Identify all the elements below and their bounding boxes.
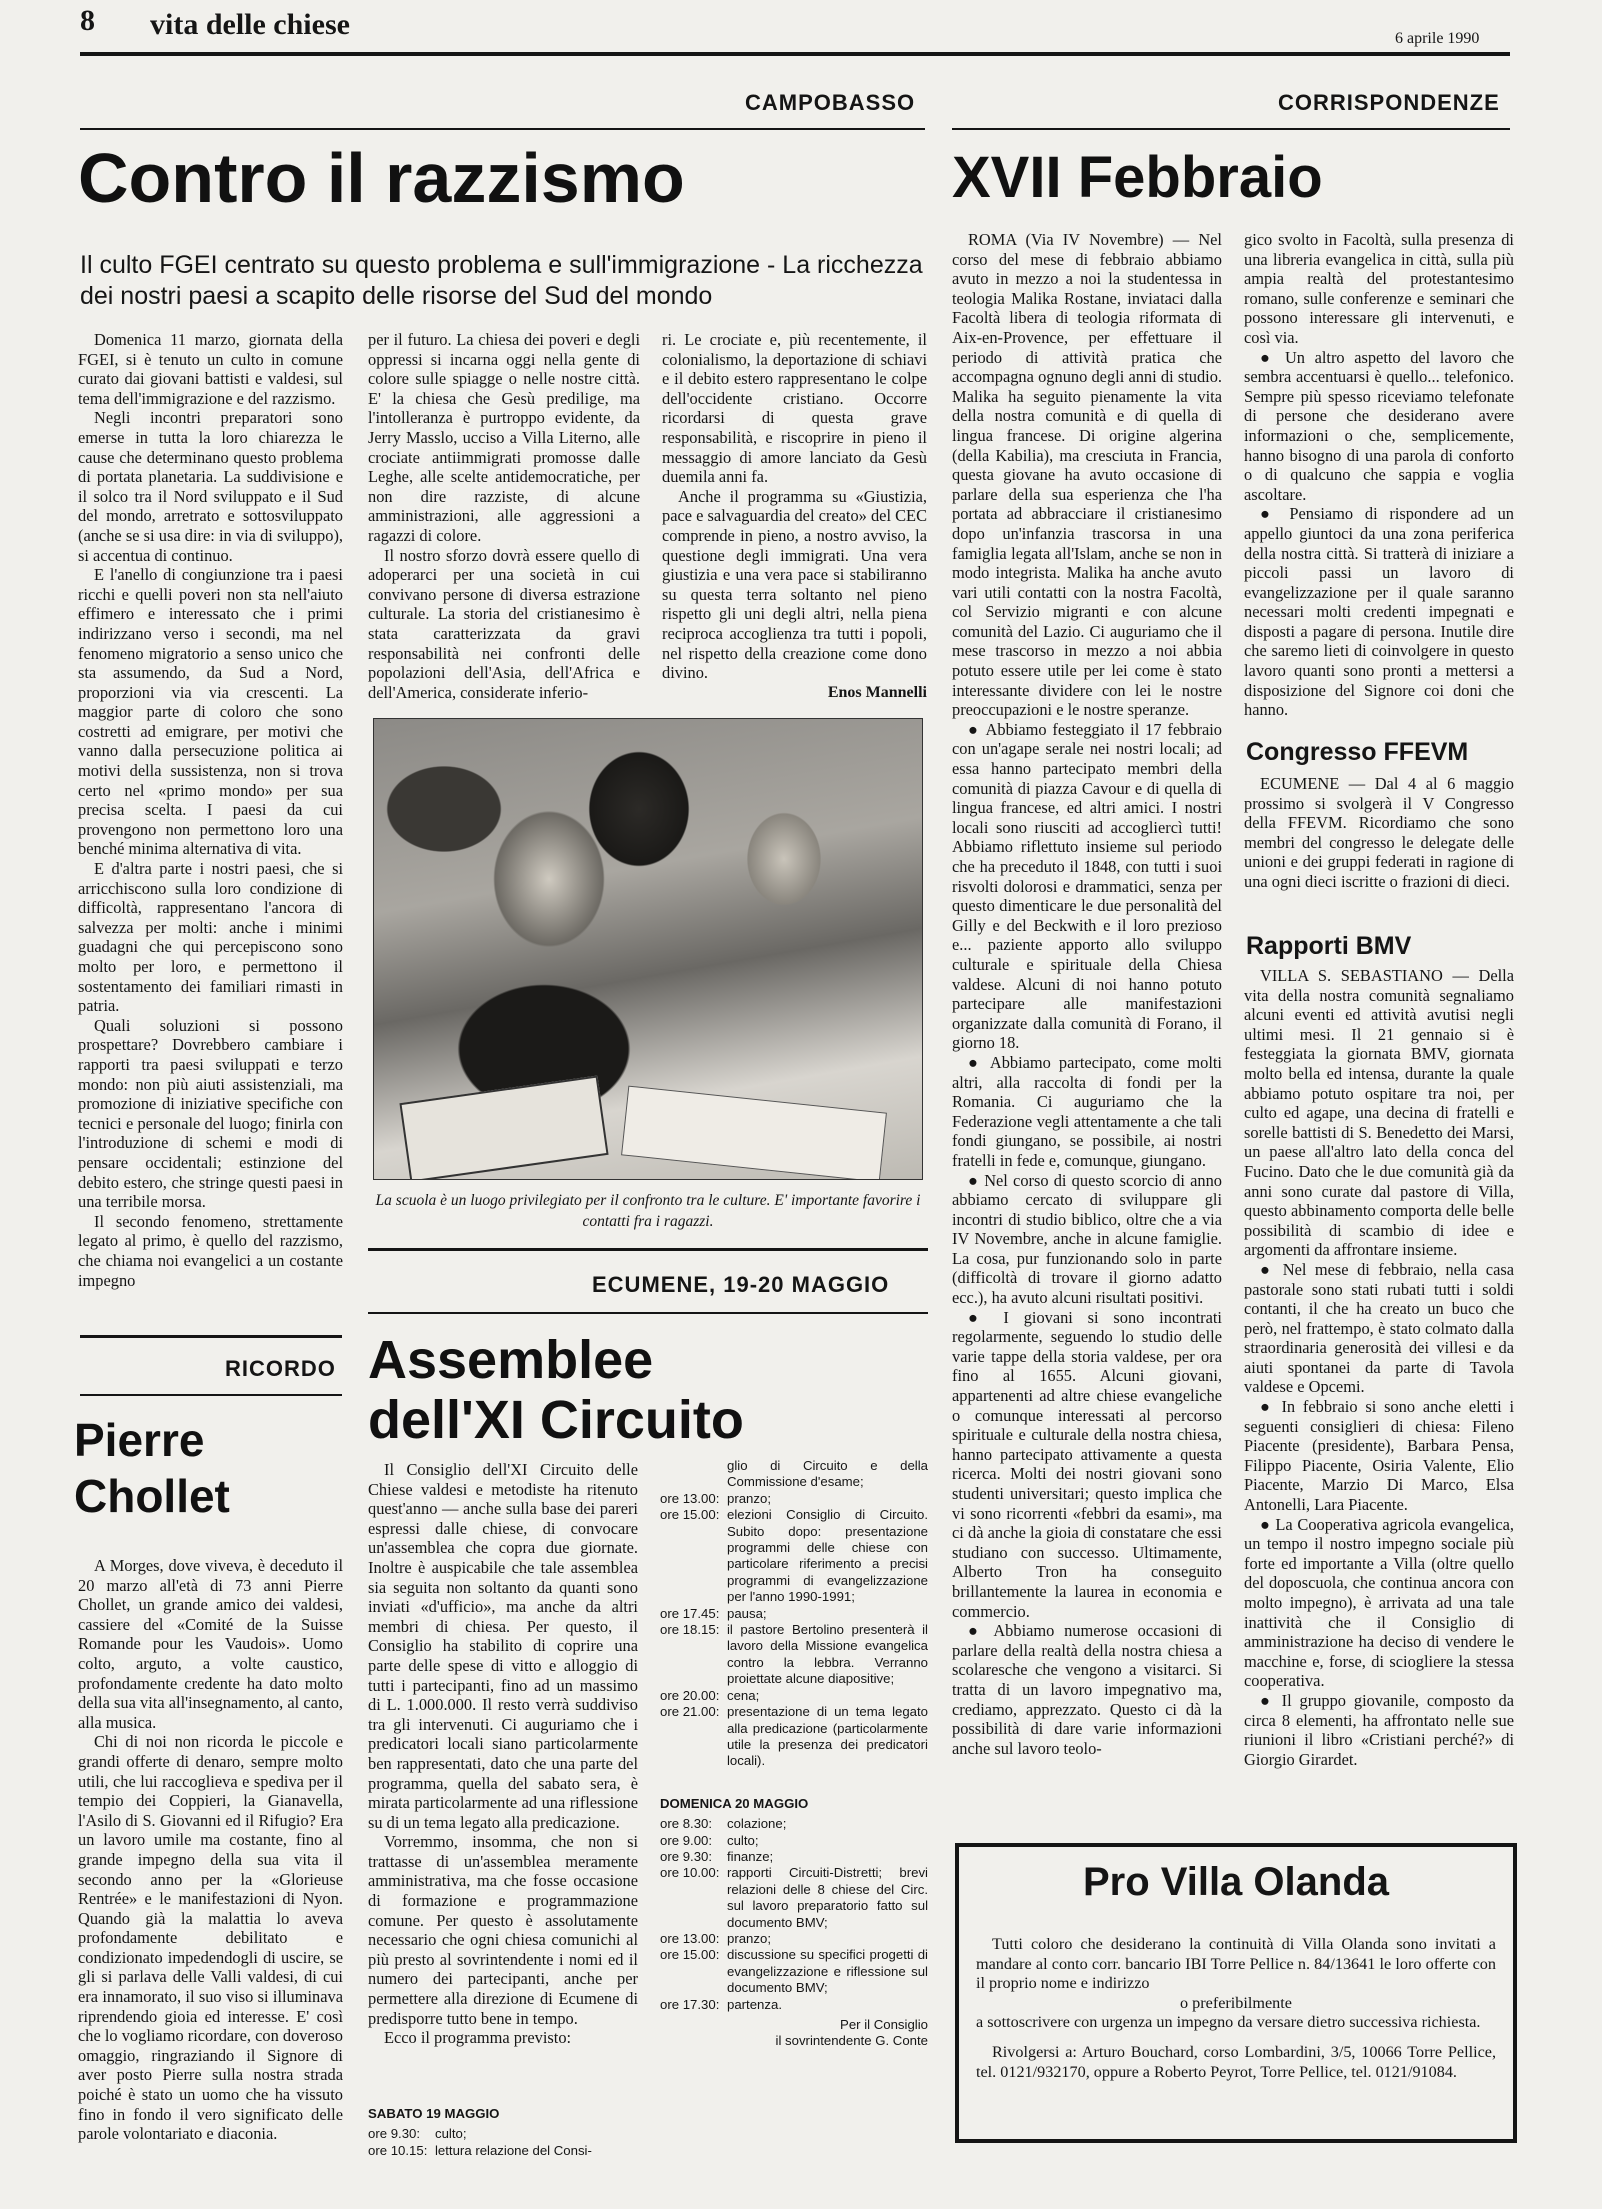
program-time: ore 9.30: <box>368 2126 421 2142</box>
headline-line: Assemblee <box>368 1330 654 1390</box>
congresso-body <box>1244 774 1514 914</box>
header-rule <box>80 52 1510 56</box>
deck-left: Il culto FGEI centrato su questo problema e sull'immigrazione - La ricchezza dei nostri paesi a scapito delle risorse del Sud del mondo <box>80 251 923 311</box>
paragraph: ECUMENE — Dal 4 al 6 maggio prossimo si svolgerà il V Congresso della FFEVM. Ricordiamo che sono membri del congresso le delegate delle unioni e dei gruppi federati in ragione di una ogni dieci iscritte o frazioni di dieci. <box>1244 774 1514 891</box>
paragraph: ● I giovani si sono incontrati regolarmente, seguendo lo studio delle varie tappe della storia valdese, per ora fino al 1655. Alcuni giovani, appartenenti ad altre chiese evangeliche o comunque interessati al percorso spirituale e culturale della nostra chiesa, hanno partecipato attivamente a questa ricerca. Molti dei nostri giovani sono studenti universitari; questo implica che vi sono ricorrenti «febbri da esami», ma ci dà anche la gioia di constatare che essi studiano con successo. Ultimamente, Alberto Tron ha conseguito brillantemente la laurea in economia e commercio. <box>952 1308 1222 1622</box>
paragraph: ● In febbraio si sono anche eletti i seguenti consiglieri di chiesa: Fileno Piacente (presidente), Barbara Pensa, Filippo Piacente, Osiria Valente, Elio Piacente, Marzio Di Marco, Elsa Antonelli, Lara Piacente. <box>1244 1397 1514 1515</box>
program-time: ore 17.45: <box>660 1605 720 1621</box>
section-label-corrispondenze: CORRISPONDENZE <box>1278 90 1500 115</box>
section-label-campobasso: CAMPOBASSO <box>745 90 916 115</box>
paragraph: ● Un altro aspetto del lavoro che sembra accentuarsi è quello... telefonico. Sempre più spesso riceviamo telefonate di persone che desiderano avere informazioni o che, semplicemente, hanno bisogno di una parola di conforto o di qualcuno che sappia e voglia ascoltare. <box>1244 348 1514 505</box>
program-saturday-start <box>368 2100 638 2159</box>
program-row <box>660 1816 928 1832</box>
program-time: ore 15.00: <box>660 1947 720 1963</box>
program-time: ore 13.00: <box>660 1930 720 1946</box>
paragraph: Vorremmo, insomma, che non si trattasse di un'assemblea meramente amministrativa, ma che fosse occasione di formazione e programmazione comune. Per questo è assolutamente necessario che ogni chiesa comunichi al più presto al sovrintendente i nomi ed il numero dei partecipanti, anche per permettere alla direzione di Ecumene di predisporre tutto bene in tempo. <box>368 1832 638 2028</box>
program-saturday-continued <box>660 1458 928 2050</box>
paragraph: per il futuro. La chiesa dei poveri e degli oppressi si incarna oggi nella gente di colore sulle spiagge o nelle nostre città. E' la chiesa che Gesù predilige, ma l'intolleranza è purtroppo evidente, da Jerry Masslo, ucciso a Villa Literno, alle crociate antiimmigrati promosse dalle Leghe, alle scelte antidemocratiche, per non dire razziste, di alcune amministrazioni, alle aggressioni a ragazzi di colore. <box>368 330 640 545</box>
page-number: 8 <box>80 4 95 37</box>
paragraph: Anche il programma su «Giustizia, pace e salvaguardia del creato» del CEC comprende in pieno, a nostro avviso, la questione degli immigrati. Una vera giustizia e una vera pace si stabiliranno su questa terra soltanto nel pieno rispetto gli uni degli altri, nella piena reciproca accoglienza tra tutti i popoli, nel rispetto della creazione come dono divino. <box>662 486 927 683</box>
program-day-label: SABATO 19 MAGGIO <box>368 2106 500 2121</box>
program-time: ore 8.30: <box>660 1816 713 1832</box>
program-time: ore 9.30: <box>660 1848 713 1864</box>
paragraph: Il secondo fenomeno, strettamente legato al primo, è quello del razzismo, che chiama noi evangelici a un costante impegno <box>78 1211 343 1290</box>
program-desc: presentazione di un tema legato alla predicazione (particolarmente utile la presenza dei predicatori locali). <box>727 1704 928 1769</box>
book-illustration <box>621 1086 887 1180</box>
program-time: ore 15.00: <box>660 1507 720 1523</box>
program-time: ore 18.15: <box>660 1622 720 1638</box>
section-label-ecumene: ECUMENE, 19-20 MAGGIO <box>592 1272 890 1297</box>
program-time: ore 10.00: <box>660 1865 720 1881</box>
program-desc: rapporti Circuiti-Distretti; brevi relazioni delle 8 chiese del Circ. sul lavoro preparatorio fatto sul documento BMV; <box>727 1865 928 1930</box>
program-time: ore 9.00: <box>660 1832 713 1848</box>
program-row <box>660 1491 928 1507</box>
paragraph: VILLA S. SEBASTIANO — Della vita della nostra comunità segnaliamo alcuni eventi ed attività avutisi negli ultimi mesi. Il 21 gennaio si è festeggiata la giornata BMV, giornata molto bella ed intensa, durante la quale abbiamo potuto ospitare tra noi, per culto ed agape, una decina di fratelli e sorelle battisti di S. Benedetto dei Marsi, un paese all'altro lato della conca del Fucino. Dato che le due comunità già da anni sono curate dal pastore di Villa, questo abbinamento comporta delle belle possibilità di scambio di idee e argomenti da affrontare insieme. <box>1244 966 1514 1260</box>
paragraph: ● La Cooperativa agricola evangelica, un tempo il nostro impegno sociale più forte ed importante a Villa (oltre quello del doposcuola, che continua ancora con molto impegno), è arrivata ad una tale inattività che il Consiglio di amministrazione ha deciso di vendere le macchine e, forse, di sciogliere la stessa cooperativa. <box>1244 1515 1514 1691</box>
box-title: Pro Villa Olanda <box>1082 1860 1390 1904</box>
program-row <box>660 1688 928 1704</box>
program-day-label: DOMENICA 20 MAGGIO <box>660 1795 809 1811</box>
paragraph: A Morges, dove viveva, è deceduto il 20 marzo all'età di 73 anni Pierre Chollet, un grande amico dei valdesi, cassiere del «Comité de la Suisse Romande pour les Vaudois». Uomo colto, arguto, a volte caustico, profondamente credente ha dato molto della sua vita all'insegnamento, al canto, alla musica. <box>78 1556 343 1732</box>
section-rule-left <box>80 128 925 130</box>
program-row <box>660 1704 928 1770</box>
paragraph: Quali soluzioni si possono prospettare? Dovrebbero cambiare i rapporti tra paesi sviluppati e terzo mondo: non più aiuti assistenziali, ma promozione di iniziative specifiche con tecnici e personale del luogo; finirla con l'introduzione di schemi e modi di pensare occidentali; estinzione del debito estero, che stringe questi paesi in una terribile morsa. <box>78 1015 343 1212</box>
headline-contro-razzismo: Contro il razzismo <box>78 139 685 217</box>
program-desc: glio di Circuito e della Commissione d'esame; <box>727 1458 928 1490</box>
program-row <box>660 1931 928 1947</box>
article-column-1 <box>78 330 343 1320</box>
paragraph: ● Nel corso di questo scorcio di anno abbiamo cercato di sviluppare gli incontri di studio biblico, oltre che a via IV Novembre, anche in alcune famiglie. La cosa, pur funzionando solo in parte (difficoltà di trovare il giorno adatto ecc.), ha avuto alcuni risultati positivi. <box>952 1171 1222 1308</box>
program-desc: culto; <box>727 1832 759 1848</box>
paragraph: Rivolgersi a: Arturo Bouchard, corso Lombardini, 3/5, 10066 Torre Pellice, tel. 0121/932170, oppure a Roberto Peyrot, Torre Pellice, tel. 0121/91084. <box>976 2042 1496 2081</box>
program-row <box>660 1947 928 1996</box>
paragraph: o preferibilmente <box>1180 1993 1292 2012</box>
program-desc: pranzo; <box>727 1490 771 1506</box>
program-desc: elezioni Consiglio di Circuito. Subito dopo: presentazione programmi delle chiese con particolare riferimento a precisi programmi di evangelizzazione per l'anno 1990-1991; <box>727 1507 928 1605</box>
program-desc: finanze; <box>727 1848 774 1864</box>
headline-line: Pierre <box>74 1414 205 1466</box>
paragraph: gico svolto in Facoltà, sulla presenza di una libreria evangelica in città, sulla più ampia realtà del protestantesimo romano, sulle conferenze e seminari che possono interessare gli intervenuti, e così via. <box>1244 230 1514 347</box>
paragraph: Chi di noi non ricorda le piccole e grandi offerte di denaro, sempre molto utili, che lui raccoglieva e spediva per il tempio dei Coppieri, la Gianavella, l'Asilo di S. Giovanni ed il Rifugio? Era un lavoro umile ma costante, fino al grande impegno della sua vita il secondo anno per la «Glorieuse Rentrée» e le manifestazioni di Nyon. Quando già la malattia lo aveva profondamente debilitato e condizionato impedendogli di uscire, se gli si parlava delle Valli valdesi, di cui era innamorato, il suo viso si illuminava riprendendo gioia ed interesse. E' così che lo vogliamo ricordare, con doveroso omaggio, ringraziando il Signore di aver posto Pierre sulla nostra strada poiché è stato un uomo che ha vissuto fino in fondo il vero significato delle parole volontariato e diaconia. <box>78 1732 343 2144</box>
section-rule-right <box>952 128 1510 130</box>
program-desc: cena; <box>727 1687 760 1703</box>
paragraph: a sottoscrivere con urgenza un impegno da versare dietro successiva richiesta. <box>976 2013 1481 2032</box>
paragraph: ri. Le crociate e, più recentemente, il colonialismo, la deportazione di schiavi e il debito estero rappresentano le colpe dell'occidente cristiano. Occorre ricordarsi di questa grave responsabilità, e riscoprire in pieno il messaggio di amore lanciato da Gesù duemila anni fa. <box>662 330 927 487</box>
program-row <box>660 1849 928 1865</box>
article-column-3 <box>662 330 927 685</box>
book-illustration <box>399 1075 608 1180</box>
box-body <box>976 1935 1496 2082</box>
headline-xvii-febbraio: XVII Febbraio <box>952 145 1323 210</box>
headline-pierre-chollet <box>74 1412 230 1524</box>
section-rule-assemblee <box>368 1248 928 1251</box>
headline-assemblee <box>368 1330 744 1450</box>
section-label-ricordo: RICORDO <box>225 1356 336 1381</box>
paragraph: Il nostro sforzo dovrà essere quello di adoperarci per una società in cui convivano persone di diversa estrazione culturale. La storia del cristianesimo è stata caratterizzata da gravi responsabilità nei confronti delle popolazioni dell'Asia, dell'Africa e dell'America, considerate inferio- <box>368 545 640 702</box>
paragraph: ● Pensiamo di rispondere ad un appello giuntoci da una zona periferica della nostra città. Si tratterà di iniziare a piccoli passi un lavoro di evangelizzazione per il quale saranno necessari molti credenti impegnati e disposti a pagare di persona. Inutile dire che saremo lieti di coinvolgere in questo lavoro quanti sono pronti a mettersi a disposizione del Signore coi doni che hanno. <box>1244 504 1514 720</box>
program-signature-line: il sovrintendente G. Conte <box>775 2033 928 2049</box>
program-time: ore 10.15: <box>368 2142 428 2158</box>
photo-caption: La scuola è un luogo privilegiato per il confronto tra le culture. E' importante favorire i contatti fra i ragazzi. <box>375 1192 921 1230</box>
program-row <box>660 1622 928 1688</box>
program-desc: partenza. <box>727 1996 782 2012</box>
program-row <box>660 1458 928 1491</box>
paragraph: Ecco il programma previsto: <box>384 2028 572 2048</box>
paragraph: ● Abbiamo numerose occasioni di parlare della realtà della nostra chiesa a scolaresche che vengono a visitarci. Si tratta di un lavoro impegnativo ma, crediamo, apprezzato. Questo ci dà la possibilità di dare varie informazioni anche sul lavoro teolo- <box>952 1621 1222 1758</box>
program-row <box>660 1507 928 1605</box>
paragraph: Negli incontri preparatori sono emerse in tutta la loro chiarezza le cause che determinano questo problema di portata planetaria. La suddivisione e il solco tra il Nord sviluppato e il Sud del mondo, arretrato e sottosviluppato (anche se si usa dire: in via di sviluppo), si accentua di continuo. <box>78 408 343 565</box>
bmv-body <box>1244 966 1514 1796</box>
issue-date: 6 aprile 1990 <box>1395 30 1480 47</box>
program-desc: il pastore Bertolino presenterà il lavoro della Missione evangelica contro la lebbra. Verranno proiettate alcune diapositive; <box>727 1622 928 1687</box>
signature-enos-mannelli: Enos Mannelli <box>827 684 927 701</box>
article-column-2 <box>368 330 640 705</box>
paragraph: ● Il gruppo giovanile, composto da circa 8 elementi, ha affrontato nelle sue riunioni il libro «Cristiani perché?» di Giorgio Girardet. <box>1244 1691 1514 1769</box>
section-rule-ricordo-2 <box>80 1394 342 1396</box>
headline-line: dell'XI Circuito <box>368 1390 744 1450</box>
paragraph: ROMA (Via IV Novembre) — Nel corso del mese di febbraio abbiamo avuto in mezzo a noi la studentessa in teologia Malika Rostane, inviataci dalla Facoltà libera di teologia riformata di Aix-en-Provence, per effettuare il periodo di attività pratica che accompagna ognuno degli anni di studio. Malika ha seguito pienamente la vita della nostra comunità e di quella di lingua francese. Di origine algerina (della Kabilia), ma cresciuta in Francia, questa giovane ha avuto occasione di parlare della sua esperienza che l'ha portata ad abbracciare il cristianesimo dopo un'infanzia trascorsa in una famiglia legata all'Islam, anche se non in modo integrista. Malika ha anche avuto vari utili contatti con la nostra Facoltà, col Servizio migranti e con alcune comunità del Lazio. Ci auguriamo che il mese trascorso in mezzo a noi abbia potuto essere utile per lei come è stato interessante dividere con lei le nostre preoccupazioni e le nostre speranze. <box>952 230 1222 720</box>
subhead-congresso: Congresso FFEVM <box>1246 738 1469 766</box>
program-time: ore 20.00: <box>660 1687 720 1703</box>
headline-line: Chollet <box>74 1470 230 1522</box>
paragraph: ● Abbiamo festeggiato il 17 febbraio con un'agape serale nei nostri locali; ad essa hanno partecipato membri della comunità di piazza Cavour e di quella di lingua francese, ed altri amici. I nostri locali sono riusciti ad accogliercì tutti! Abbiamo riflettuto insieme sul periodo che ha preceduto il 1848, con tutti i suoi risvolti dolorosi e drammatici, senza per questo dimenticare le due personalità del Gilly e del Beckwith e il loro prezioso e... paziente apporto allo sviluppo culturale e spirituale della Chiesa valdese. Alcuni di noi hanno potuto partecipare alle manifestazioni organizzate dalla comunità di Forano, il giorno 18. <box>952 720 1222 1053</box>
program-row <box>660 1997 928 2013</box>
assemblee-body <box>368 1460 638 2098</box>
paragraph: Tutti coloro che desiderano la continuità di Villa Olanda sono invitati a mandare al conto corr. bancario IBI Torre Pellice n. 84/13641 le loro offerte con il proprio nome e indirizzo <box>976 1935 1496 1993</box>
paragraph: E l'anello di congiunzione tra i paesi ricchi e quelli poveri non sta nell'aiuto effimero e interessato che i primi indirizzano verso i secondi, ma nel fenomeno migratorio a senso unico che sta assumendo, da Sud a Nord, proporzioni via via crescenti. La maggior parte di coloro che sono costretti ad emigrare, per motivi che vanno dalla persecuzione politica ai motivi della sussistenza, non si trova certo nel «primo mondo» per sua precisa scelta. I paesi da cui provengono non permettono loro una benché minima alternativa di vita. <box>78 565 343 859</box>
program-row <box>660 1865 928 1931</box>
program-desc: culto; <box>435 2126 467 2142</box>
paragraph: Domenica 11 marzo, giornata della FGEI, si è tenuto un culto in comune curato dai giovani battisti e valdesi, sul tema dell'immigrazione e del razzismo. <box>78 330 343 408</box>
subhead-rapporti-bmv: Rapporti BMV <box>1246 932 1412 960</box>
paragraph: ● Abbiamo partecipato, come molti altri, alla raccolta di fondi per la Romania. Ci auguriamo che la Federazione vegli attentamente a che tali fondi giungano, se possibile, ai nostri fratelli in fede e, comunque, giungano. <box>952 1053 1222 1171</box>
ricordo-body <box>78 1556 343 2156</box>
program-signature-line: Per il Consiglio <box>840 2017 928 2032</box>
program-desc: pranzo; <box>727 1930 771 1946</box>
corrispondenze-column-2 <box>1244 230 1514 720</box>
corrispondenze-column-1 <box>952 230 1222 1795</box>
section-rule-ricordo <box>80 1335 342 1338</box>
program-desc: discussione su specifici progetti di evangelizzazione e riflessione sul documento BMV; <box>727 1947 928 1996</box>
program-time: ore 21.00: <box>660 1704 720 1720</box>
program-row <box>368 2143 638 2159</box>
program-desc: lettura relazione del Consi- <box>435 2142 592 2158</box>
program-desc: pausa; <box>727 1605 767 1621</box>
masthead: vita delle chiese <box>150 8 350 41</box>
program-time: ore 13.00: <box>660 1490 720 1506</box>
classroom-photo <box>373 718 923 1180</box>
program-time: ore 17.30: <box>660 1996 720 2012</box>
program-time <box>660 1458 727 1491</box>
paragraph: ● Nel mese di febbraio, nella casa pastorale sono stati rubati tutti i soldi contanti, il che ha creato un buco che però, nel frattempo, è stato colmato dalla straordinaria generosità dei villesi e da aiuti spontanei da parte di Tavola valdese e Opcemi. <box>1244 1260 1514 1397</box>
section-rule-assemblee-2 <box>368 1312 928 1314</box>
program-row <box>368 2126 638 2142</box>
program-row <box>660 1606 928 1622</box>
paragraph: E d'altra parte i nostri paesi, che si arricchiscono sulla loro condizione di difficoltà, rappresentano l'ancora di salvezza per molti: anche i minimi guadagni che qui percepiscono sono molto per loro, e permettono il sostentamento dei familiari rimasti in patria. <box>78 859 343 1016</box>
paragraph: Il Consiglio dell'XI Circuito delle Chiese valdesi e metodiste ha ritenuto quest'anno — anche sulla base dei pareri espressi dalle chiese, di convocare un'assemblea che copra due giornate. Inoltre è auspicabile che tale assemblea sia seguita non soltanto da quanti sono inviati «d'ufficio», ma anche da altri membri di chiesa. Per questo, il Consiglio ha stabilito di coprire una parte delle spese di vitto e alloggio di tutti i partecipanti, fino ad un massimo di L. 1.000.000. Il resto verrà suddiviso tra gli intervenuti. Ci auguriamo che i predicatori locali siano particolarmente ben rappresentati, dato che una parte del programma, quella del sabato sera, è mirata particolarmente ad una riflessione su di un tema legato alla predicazione. <box>368 1460 638 1832</box>
program-desc: colazione; <box>727 1816 787 1832</box>
program-row <box>660 1833 928 1849</box>
